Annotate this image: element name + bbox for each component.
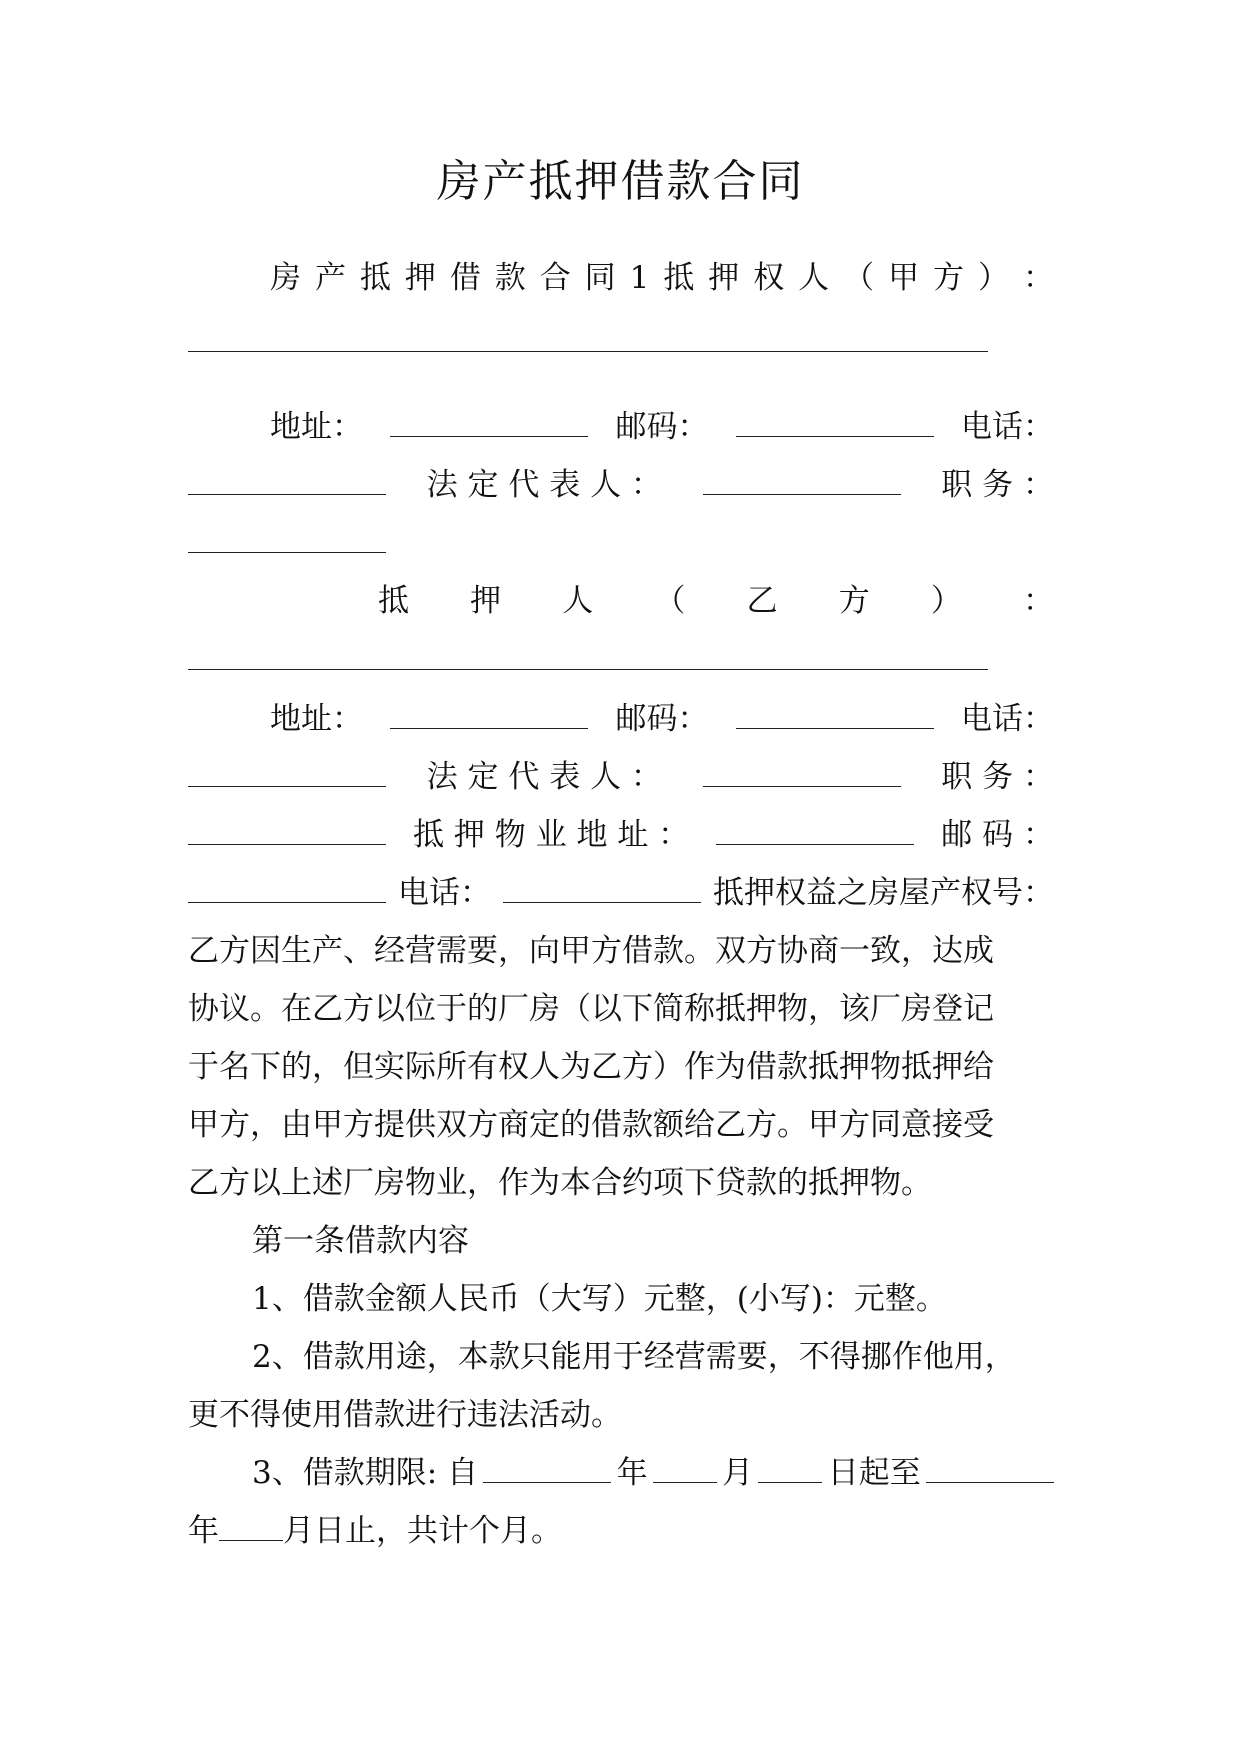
party-b-name-blank (188, 639, 988, 670)
postcode-blank (736, 406, 934, 437)
party-a-address-row (270, 405, 1054, 449)
body-line: 协议。在乙方以位于的厂房（以下简称抵押物，该厂房登记 (188, 991, 994, 1027)
position-label: 职 务 ： (941, 467, 1054, 503)
address-label: 地址： (270, 701, 363, 737)
legal-rep-label: 法 定 代 表 人 ： (426, 467, 662, 503)
clause-2-line-2: 更不得使用借款进行违法活动。 (188, 1397, 622, 1433)
postcode-label: 邮码： (615, 701, 709, 737)
loan-term-label: 3、借款期限: 自 (252, 1455, 479, 1491)
clause-2-line-1: 2、借款用途，本款只能用于经营需要，不得挪作他用， (252, 1339, 1016, 1375)
phone-label: 电话： (961, 701, 1054, 737)
legal-rep-label: 法 定 代 表 人 ： (426, 759, 662, 795)
address-label: 地址： (270, 409, 363, 445)
body-line: 甲方，由甲方提供双方商定的借款额给乙方。甲方同意接受 (188, 1107, 994, 1143)
party-b-name-blank-row (188, 638, 1054, 682)
start-day-blank (758, 1452, 822, 1483)
party-b-property-row (188, 813, 1054, 857)
position-blank (188, 814, 386, 845)
party-a-rep-row (188, 463, 1054, 507)
party-a-position-blank-row (188, 521, 1054, 565)
property-postcode-label: 邮 码 ： (941, 817, 1054, 853)
title-number-label: 抵押权益之房屋产权号： (713, 875, 1054, 911)
address-blank (390, 698, 588, 729)
page-title: 房产抵押借款合同 (436, 156, 805, 207)
position-label: 职 务 ： (941, 759, 1054, 795)
end-year-blank (926, 1452, 1054, 1483)
party-b-heading: 抵 押 人 （ 乙 方 ） ： (378, 583, 1054, 619)
property-address-blank (716, 814, 914, 845)
postcode-blank (736, 698, 934, 729)
body-line: 于名下的，但实际所有权人为乙方）作为借款抵押物抵押给 (188, 1049, 994, 1085)
end-month-blank (219, 1510, 283, 1541)
phone-blank (188, 756, 386, 787)
property-address-label: 抵 押 物 业 地 址 ： (413, 817, 690, 853)
party-a-name-blank-row (188, 320, 1054, 364)
legal-rep-blank (703, 464, 901, 495)
postcode-label: 邮码： (615, 409, 709, 445)
clause-3-line-1: 3、借款期限: 自 年 月 日起至 (252, 1451, 1054, 1495)
clause-1: 1、借款金额人民币（大写）元整，(小写)：元整。 (252, 1281, 947, 1317)
address-blank (390, 406, 588, 437)
party-a-heading: 房 产 抵 押 借 款 合 同 1 抵 押 权 人 （ 甲 方 ） ： (270, 260, 1054, 296)
party-b-address-row (270, 697, 1054, 741)
phone-blank (188, 464, 386, 495)
phone-label: 电话： (961, 409, 1054, 445)
party-b-rep-row (188, 755, 1054, 799)
position-blank (188, 522, 386, 553)
body-line: 乙方因生产、经营需要，向甲方借款。双方协商一致，达成 (188, 933, 994, 969)
party-a-name-blank (188, 321, 988, 352)
property-postcode-blank (188, 872, 386, 903)
phone-blank (503, 872, 701, 903)
start-month-blank (653, 1452, 717, 1483)
start-year-blank (483, 1452, 611, 1483)
party-b-phone-row (188, 871, 1054, 915)
phone-label: 电话： (398, 875, 491, 911)
clause-3-line-2: 年 月日止，共计个月。 (188, 1509, 1054, 1553)
article-1-title: 第一条借款内容 (252, 1223, 469, 1259)
legal-rep-blank (703, 756, 901, 787)
body-line: 乙方以上述厂房物业，作为本合约项下贷款的抵押物。 (188, 1165, 932, 1201)
